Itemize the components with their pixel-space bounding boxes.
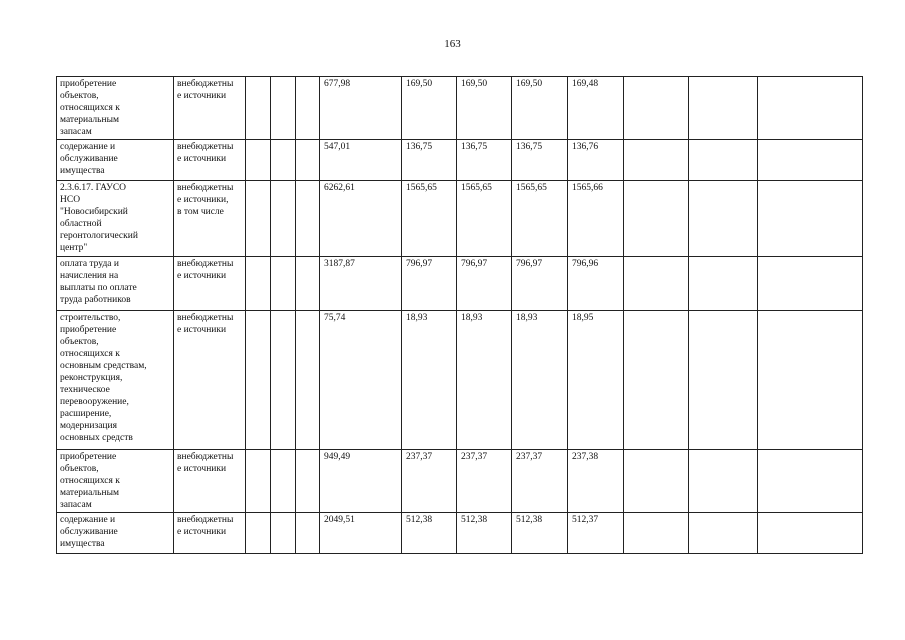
empty-cell — [246, 311, 271, 450]
funding-source-cell: внебюджетны е источники — [174, 140, 246, 181]
year-2-cell: 169,50 — [457, 77, 512, 140]
year-1-cell: 169,50 — [402, 77, 457, 140]
year-4-cell: 136,76 — [568, 140, 624, 181]
empty-cell — [624, 450, 689, 513]
funding-source-cell: внебюджетны е источники — [174, 311, 246, 450]
empty-cell — [689, 181, 758, 257]
empty-cell — [246, 450, 271, 513]
empty-cell — [246, 140, 271, 181]
row-name-cell: содержание и обслуживание имущества — [57, 513, 174, 554]
year-1-cell: 796,97 — [402, 257, 457, 311]
year-1-cell: 512,38 — [402, 513, 457, 554]
empty-cell — [624, 311, 689, 450]
year-4-cell: 237,38 — [568, 450, 624, 513]
year-3-cell: 169,50 — [512, 77, 568, 140]
year-3-cell: 512,38 — [512, 513, 568, 554]
year-2-cell: 1565,65 — [457, 181, 512, 257]
empty-cell — [296, 181, 320, 257]
table-row — [57, 140, 863, 181]
page-number: 163 — [444, 38, 461, 50]
year-3-cell: 237,37 — [512, 450, 568, 513]
empty-cell — [758, 181, 863, 257]
empty-cell — [758, 77, 863, 140]
row-name-cell: содержание и обслуживание имущества — [57, 140, 174, 181]
year-4-cell: 1565,66 — [568, 181, 624, 257]
year-4-cell: 18,95 — [568, 311, 624, 450]
year-2-cell: 18,93 — [457, 311, 512, 450]
empty-cell — [246, 257, 271, 311]
empty-cell — [296, 257, 320, 311]
total-cell: 547,01 — [320, 140, 402, 181]
total-cell: 3187,87 — [320, 257, 402, 311]
empty-cell — [271, 140, 296, 181]
total-cell: 677,98 — [320, 77, 402, 140]
table-row — [57, 77, 863, 140]
empty-cell — [758, 257, 863, 311]
empty-cell — [689, 311, 758, 450]
funding-source-cell: внебюджетны е источники, в том числе — [174, 181, 246, 257]
empty-cell — [246, 513, 271, 554]
year-1-cell: 237,37 — [402, 450, 457, 513]
empty-cell — [271, 257, 296, 311]
table-row — [57, 257, 863, 311]
table-row — [57, 450, 863, 513]
empty-cell — [246, 77, 271, 140]
empty-cell — [296, 140, 320, 181]
year-3-cell: 136,75 — [512, 140, 568, 181]
empty-cell — [758, 311, 863, 450]
empty-cell — [689, 450, 758, 513]
budget-table — [56, 76, 863, 554]
row-name-cell: 2.3.6.17. ГАУСО НСО "Новосибирский областной геронтологический центр" — [57, 181, 174, 257]
empty-cell — [689, 257, 758, 311]
empty-cell — [624, 513, 689, 554]
year-4-cell: 512,37 — [568, 513, 624, 554]
year-1-cell: 136,75 — [402, 140, 457, 181]
row-name-cell: строительство, приобретение объектов, относящихся к основным средствам, реконструкция, техническое перевооружение, расширение, модернизация основных средств — [57, 311, 174, 450]
empty-cell — [758, 450, 863, 513]
empty-cell — [624, 257, 689, 311]
row-name-cell: оплата труда и начисления на выплаты по оплате труда работников — [57, 257, 174, 311]
row-name-cell: приобретение объектов, относящихся к материальным запасам — [57, 77, 174, 140]
empty-cell — [689, 140, 758, 181]
empty-cell — [624, 140, 689, 181]
empty-cell — [271, 181, 296, 257]
year-3-cell: 1565,65 — [512, 181, 568, 257]
empty-cell — [624, 181, 689, 257]
empty-cell — [296, 77, 320, 140]
year-1-cell: 18,93 — [402, 311, 457, 450]
total-cell: 949,49 — [320, 450, 402, 513]
year-2-cell: 136,75 — [457, 140, 512, 181]
empty-cell — [271, 450, 296, 513]
empty-cell — [271, 513, 296, 554]
year-2-cell: 796,97 — [457, 257, 512, 311]
table-row — [57, 513, 863, 554]
empty-cell — [296, 513, 320, 554]
year-4-cell: 169,48 — [568, 77, 624, 140]
empty-cell — [296, 311, 320, 450]
funding-source-cell: внебюджетны е источники — [174, 257, 246, 311]
empty-cell — [296, 450, 320, 513]
year-3-cell: 18,93 — [512, 311, 568, 450]
row-name-cell: приобретение объектов, относящихся к материальным запасам — [57, 450, 174, 513]
total-cell: 2049,51 — [320, 513, 402, 554]
year-4-cell: 796,96 — [568, 257, 624, 311]
empty-cell — [271, 77, 296, 140]
year-1-cell: 1565,65 — [402, 181, 457, 257]
funding-source-cell: внебюджетны е источники — [174, 77, 246, 140]
funding-source-cell: внебюджетны е источники — [174, 513, 246, 554]
empty-cell — [758, 513, 863, 554]
empty-cell — [689, 77, 758, 140]
table-row — [57, 311, 863, 450]
empty-cell — [689, 513, 758, 554]
year-3-cell: 796,97 — [512, 257, 568, 311]
empty-cell — [624, 77, 689, 140]
empty-cell — [758, 140, 863, 181]
total-cell: 75,74 — [320, 311, 402, 450]
year-2-cell: 237,37 — [457, 450, 512, 513]
funding-source-cell: внебюджетны е источники — [174, 450, 246, 513]
table-row — [57, 181, 863, 257]
year-2-cell: 512,38 — [457, 513, 512, 554]
total-cell: 6262,61 — [320, 181, 402, 257]
empty-cell — [246, 181, 271, 257]
empty-cell — [271, 311, 296, 450]
